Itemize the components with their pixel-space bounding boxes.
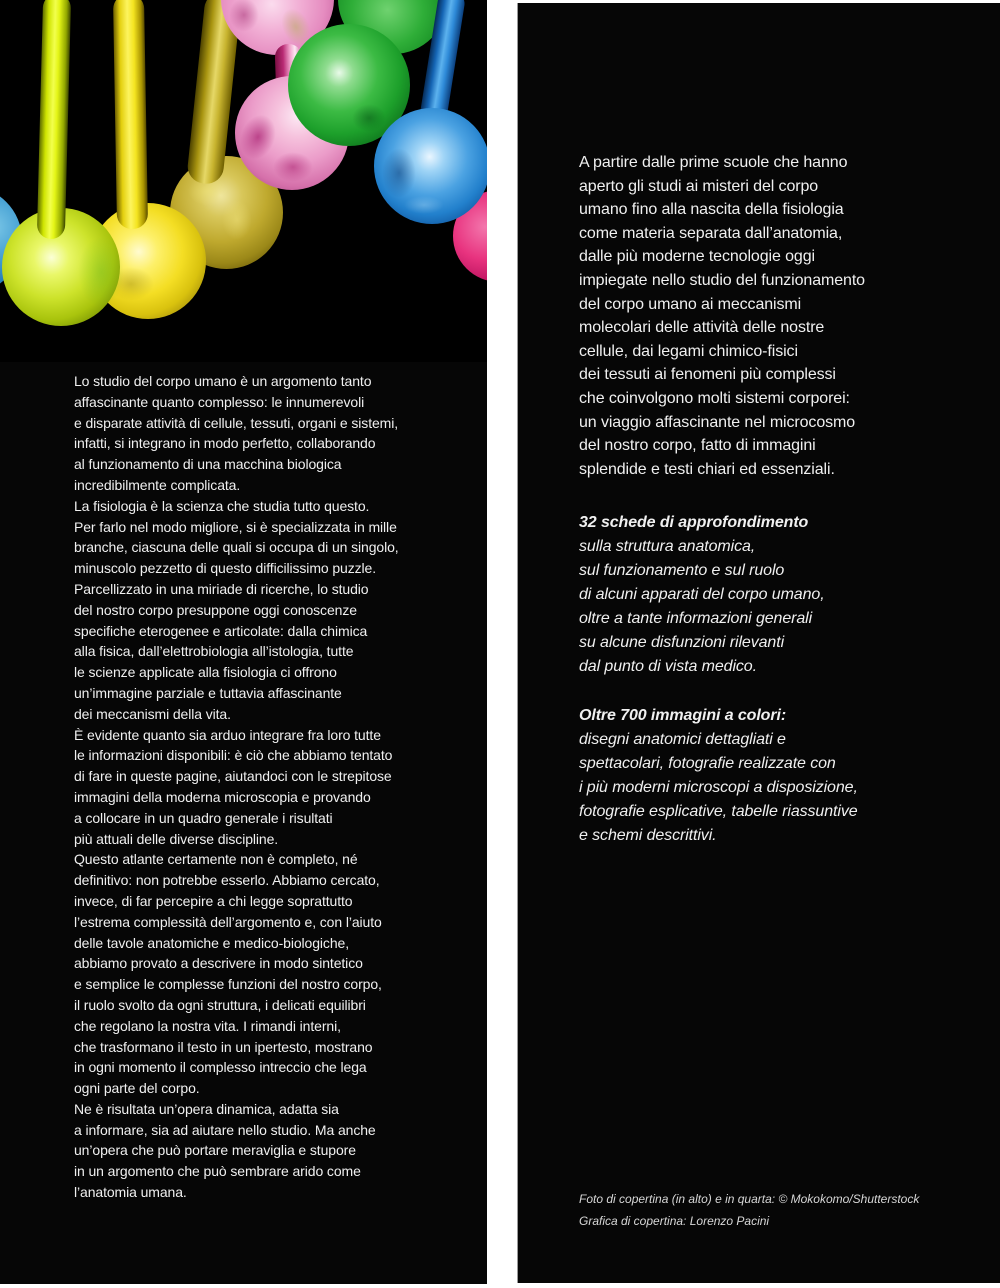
feature-immagini-title: Oltre 700 immagini a colori: <box>579 707 787 724</box>
feature-immagini-lines: disegni anatomici dettagliati e spettacolari, fotografie realizzate con i più moderni microscopi a disposizione, fotografie esplicative, tabelle riassuntive e schemi descrittivi. <box>579 731 858 844</box>
back-flap-panel <box>517 3 1000 1283</box>
footprint-decal <box>234 110 282 165</box>
credits: Foto di copertina (in alto) e in quarta: © Mokokomo/Shutterstock Grafica di copertina: Lorenzo Pacini <box>579 1192 920 1228</box>
footprint-decal <box>352 104 386 132</box>
reflection-highlight <box>404 196 444 214</box>
footprint-decal <box>222 200 252 240</box>
front-flap-panel <box>0 0 487 1284</box>
front-flap-text: Lo studio del corpo umano è un argomento tanto affascinante quanto complesso: le innumerevoli e disparate attività di cellule, tessuti, organi e sistemi, infatti, si integrano in modo perfetto, collaborando al funzionamento di una macchina biologica incredibilmente complicata. La fisiologia è la scienza che studia tutto questo. Per farlo nel modo migliore, si è specializzata in mille branche, ciascuna delle quali si occupa di un singolo, minuscolo pezzetto di questo difficilissimo puzzle. Parcellizzato in una miriade di ricerche, lo studio del nostro corpo presuppone oggi conoscenze specifiche eterogenee e articolate: dalla chimica alla fisica, dall’elettrobiologia all’istologia, tutte le scienze applicate alla fisiologia ci offrono un’immagine parziale e tuttavia affascinante dei meccanismi della vita. È evidente quanto sia arduo integrare fra loro tutte le informazioni disponibili: è ciò che abbiamo tentato di fare in queste pagine, aiutandoci con le strepitose immagini della moderna microscopia e provando a collocare in un quadro generale i risultati più attuali delle diverse discipline. Questo atlante certamente non è completo, né definitivo: non potrebbe esserlo. Abbiamo cercato, invece, di far percepire a chi legge soprattutto l’estrema complessità dell’argomento e, con l’aiuto delle tavole anatomiche e medico-biologiche, abbiamo provato a descrivere in modo sintetico e semplice le complesse funzioni del nostro corpo, il ruolo svolto da ogni struttura, i delicati equilibri che regolano la nostra vita. I rimandi interni, che trasformano il testo in un ipertesto, mostrano in ogni momento il complesso intreccio che lega ogni parte del corpo. Ne è risultata un’opera dinamica, adatta sia a informare, sia ad aiutare nello studio. Ma anche un’opera che può portare meraviglia e stupore in un argomento che può sembrare arido come l’anatomia umana. <box>74 373 399 1201</box>
rod-chartreuse <box>37 0 71 239</box>
back-flap-intro: A partire dalle prime scuole che hanno aperto gli studi ai misteri del corpo umano fino alla nascita della fisiologia come materia separata dall’anatomia, dalle più moderne tecnologie oggi impiegate nello studio del funzionamento del corpo umano ai meccanismi molecolari delle attività delle nostre cellule, dai legami chimico-fisici dei tessuti ai fenomeni più complessi che coinvolgono molti sistemi corporei: un viaggio affascinante nel microcosmo del nostro corpo, fatto di immagini splendide e testi chiari ed essenziali. <box>579 154 865 478</box>
ball-blue <box>374 108 487 224</box>
cover-photo <box>0 0 487 362</box>
feature-schede-lines: sulla struttura anatomica, sul funzionamento e sul ruolo di alcuni apparati del corpo umano, oltre a tante informazioni generali su alcune disfunzioni rilevanti dal punto di vista medico. <box>579 538 825 675</box>
feature-schede <box>579 511 989 679</box>
footprint-decal <box>273 152 313 182</box>
reflection-highlight <box>382 148 416 198</box>
feature-immagini <box>579 704 989 848</box>
feature-schede-title: 32 schede di approfondimento <box>579 514 809 531</box>
rod-yellow <box>113 0 148 229</box>
footprint-decal <box>229 0 259 32</box>
reflection-highlight <box>78 236 124 308</box>
